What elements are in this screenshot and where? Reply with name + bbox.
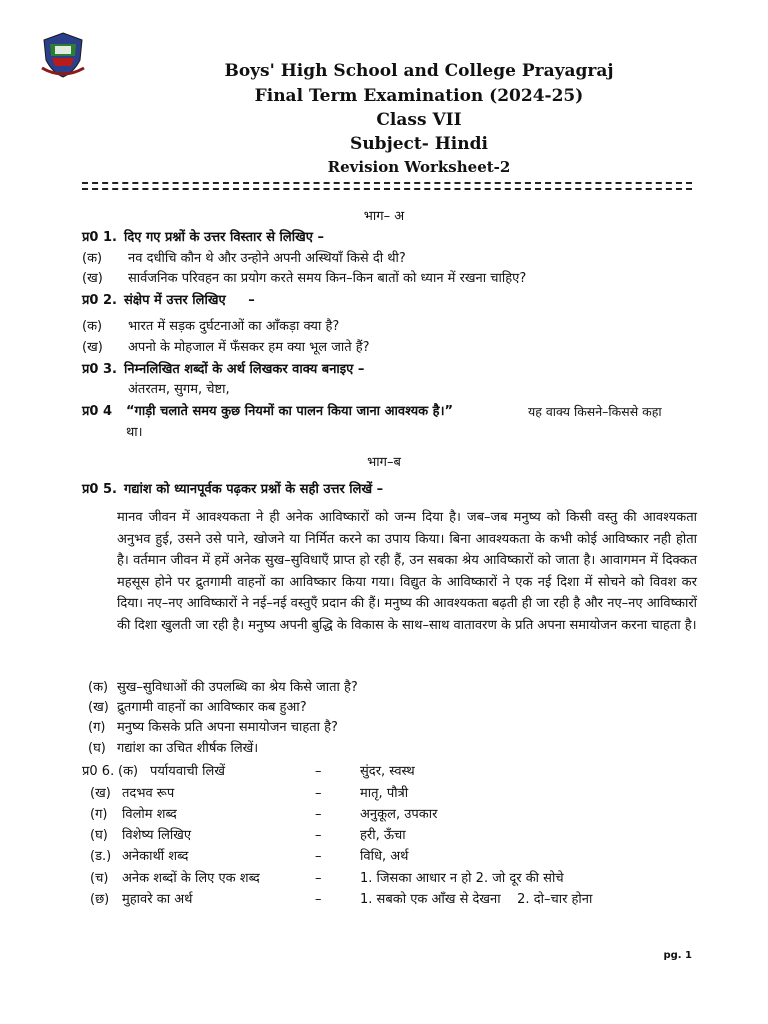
q2-b-text: अपनो के मोहजाल में फँसकर हम क्या भूल जाते हैं? [128, 340, 370, 355]
school-name: Boys' High School and College Prayagraj [224, 61, 614, 81]
page-number: pg. 1 [663, 950, 692, 961]
q6-number: प्र0 6. [82, 764, 115, 779]
class-title: Class VII [376, 110, 462, 130]
q6-row-text: मुहावरे का अर्थ [122, 892, 193, 907]
q6-row-label: (च) [90, 871, 109, 886]
q6-row-answer: हरी, ऊँचा [360, 828, 406, 843]
q4-number: प्र0 4 [82, 404, 113, 419]
q1-a-text: नव दधीचि कौन थे और उन्होने अपनी अस्थियाँ किसे दी थी? [128, 251, 406, 266]
q6-row-dash: – [315, 849, 322, 864]
part-b-heading: भाग–ब [367, 455, 401, 470]
q5-number: प्र0 5. [82, 482, 117, 497]
q6-row-dash: – [315, 764, 322, 779]
q2-a-text: भारत में सड़क दुर्घटनाओं का आँकड़ा क्या है? [128, 319, 340, 334]
q2-b-label: (ख) [82, 340, 103, 355]
q6-row-label: (ड.) [90, 849, 112, 864]
q6-row-label: (घ) [90, 828, 108, 843]
q2-number: प्र0 2. [82, 293, 117, 308]
q5-item-label: (ग) [88, 720, 106, 735]
q5-item-text: गद्यांश का उचित शीर्षक लिखें। [117, 741, 259, 756]
part-a-heading: भाग– अ [363, 209, 405, 224]
subject-title: Subject- Hindi [350, 134, 488, 154]
q2-a-label: (क) [82, 319, 103, 334]
q1-b-label: (ख) [82, 271, 103, 286]
q5-passage: मानव जीवन में आवश्यकता ने ही अनेक आविष्कारों को जन्म दिया है। जब–जब मनुष्य को किसी वस्तु की आवश्यकता अनुभव हुई, उसने उसे पाने, खोजने या निर्मित करने का उपाय किया। बिना आवश्यकता के कभी कोई आविष्कार नही होता है। वर्तमान जीवन में हमें अनेक सुख–सुविधाएँ प्राप्त हो रही हैं, उन सबका श्रेय आविष्कारों को जाता है। आवागमन में दिक्कत महसूस होने पर द्रुतगामी वाहनों का आविष्कार किया गया। विद्युत के आविष्कारों ने एक नई दिशा में सोचने को विवश कर दिया। नए–नए आविष्कारों ने नई–नई वस्तुएँ प्रदान की हैं। मनुष्य की आवश्यकता बढ़ती ही जा रही है और नए–नए आविष्कारों की दिशा खुलती जा रही है। मनुष्य अपनी बुद्धि के विकास के साथ–साथ वातावरण के प्रति अपना समायोजन करना चाहता है। [117, 510, 697, 633]
q6-row-text: पर्यायवाची लिखें [150, 764, 225, 779]
q6-row-answer: अनुकूल, उपकार [360, 807, 438, 822]
q6-row-text: विलोम शब्द [122, 807, 177, 822]
q6-row-answer: 1. सबको एक आँख से देखना 2. दो–चार होना [360, 892, 593, 907]
q6-row-answer: 1. जिसका आधार न हो 2. जो दूर की सोचे [360, 871, 564, 886]
q3-number: प्र0 3. [82, 362, 117, 377]
q6-row-label: (क) [118, 764, 139, 779]
q1-text: दिए गए प्रश्नों के उत्तर विस्तार से लिखिए – [124, 230, 324, 245]
q6-row-text: तदभव रूप [122, 786, 175, 801]
q1-b-text: सार्वजनिक परिवहन का प्रयोग करते समय किन–किन बातों को ध्यान में रखना चाहिए? [128, 271, 527, 286]
q6-row-dash: – [315, 807, 322, 822]
q5-text: गद्यांश को ध्यानपूर्वक पढ़कर प्रश्नों के सही उत्तर लिखें – [124, 482, 384, 497]
q6-row-dash: – [315, 871, 322, 886]
q6-row-label: (ग) [90, 807, 108, 822]
q1-number: प्र0 1. [82, 230, 117, 245]
q2-text: संक्षेप में उत्तर लिखिए – [124, 293, 255, 308]
q1-a-label: (क) [82, 251, 103, 266]
dashed-divider [82, 182, 692, 190]
q4-tail-continued: था। [126, 425, 143, 440]
q3-words: अंतरतम, सुगम, चेष्टा, [128, 382, 230, 397]
q5-item-label: (घ) [88, 741, 106, 756]
exam-title: Final Term Examination (2024-25) [254, 86, 584, 106]
q6-row-text: विशेष्य लिखिए [122, 828, 192, 843]
q4-tail: यह वाक्य किसने–किससे कहा [528, 404, 662, 419]
q6-row-answer: विधि, अर्थ [360, 849, 409, 864]
q4-quote: “गाड़ी चलाते समय कुछ नियमों का पालन किया जाना आवश्यक है।” [126, 404, 454, 419]
q3-text: निम्नलिखित शब्दों के अर्थ लिखकर वाक्य बनाइए – [124, 362, 365, 377]
q5-item-label: (क) [88, 680, 109, 695]
q6-row-dash: – [315, 828, 322, 843]
q6-row-answer: मातृ, पौत्री [360, 786, 409, 801]
q6-row-text: अनेकार्थी शब्द [122, 849, 189, 864]
q5-item-label: (ख) [88, 700, 109, 715]
q6-row-label: (छ) [90, 892, 110, 907]
worksheet-title: Revision Worksheet-2 [327, 158, 511, 176]
q6-row-text: अनेक शब्दों के लिए एक शब्द [122, 871, 260, 886]
q6-row-dash: – [315, 892, 322, 907]
q5-item-text: सुख–सुविधाओं की उपलब्धि का श्रेय किसे जाता है? [117, 680, 358, 695]
q5-item-text: द्रुतगामी वाहनों का आविष्कार कब हुआ? [117, 700, 307, 715]
q5-item-text: मनुष्य किसके प्रति अपना समायोजन चाहता है? [117, 720, 338, 735]
q6-row-dash: – [315, 786, 322, 801]
q6-row-answer: सुंदर, स्वस्थ [360, 764, 415, 779]
q6-row-label: (ख) [90, 786, 111, 801]
